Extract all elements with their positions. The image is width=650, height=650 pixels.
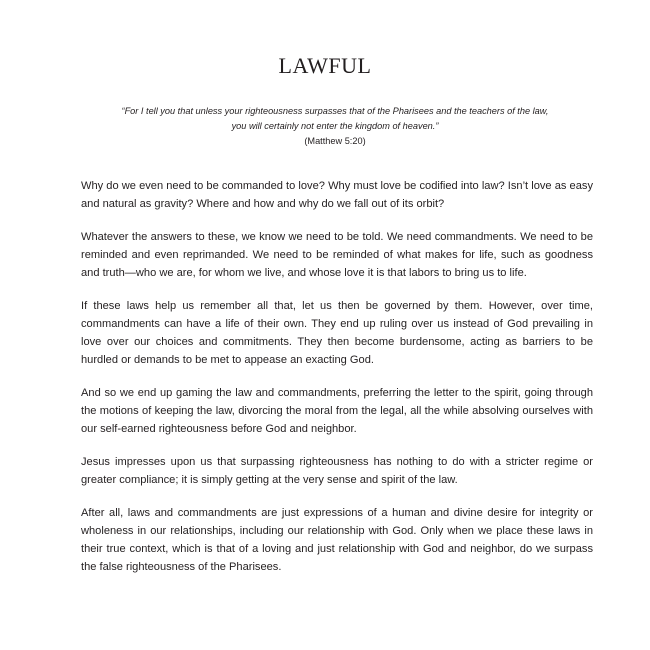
paragraph: Jesus impresses upon us that surpassing righteousness has nothing to do with a stricter regime or greater compliance; it is simply getting at the very sense and spirit of the law. <box>81 456 593 486</box>
paragraph: Whatever the answers to these, we know we need to be told. We need commandments. We need to be reminded and even reprimanded. We need to be reminded of what makes for life, such as goodness and truth—who we are, for whom we live, and whose love it is that labors to bring us to life. <box>81 231 593 279</box>
epigraph <box>60 104 610 149</box>
page-title: LAWFUL <box>278 53 372 78</box>
paragraph: And so we end up gaming the law and commandments, preferring the letter to the spirit, going through the motions of keeping the law, divorcing the moral from the legal, all the while absolving ourselves with our self-earned righteousness before God and neighbor. <box>81 387 593 435</box>
epigraph-reference: (Matthew 5:20) <box>304 136 366 146</box>
body-text <box>81 177 593 591</box>
paragraph: Why do we even need to be commanded to love? Why must love be codified into law? Isn’t love as easy and natural as gravity? Where and how and why do we fall out of its orbit? <box>81 180 593 210</box>
paragraph: If these laws help us remember all that, let us then be governed by them. However, over time, commandments can have a life of their own. They end up ruling over us instead of God prevailing in love over our choices and commitments. They then become burdensome, acting as barriers to be hurdled or demands to be met to appease an exacting God. <box>81 300 593 366</box>
paragraph: After all, laws and commandments are just expressions of a human and divine desire for integrity or wholeness in our relationships, including our relationship with God. Only when we place these laws in their true context, which is that of a loving and just relationship with God and neighbor, do we surpass the false righteousness of the Pharisees. <box>81 507 593 573</box>
epigraph-quote: “For I tell you that unless your righteousness surpasses that of the Pharisees and the teachers of the law, you will certainly not enter the kingdom of heaven.” <box>121 106 549 131</box>
